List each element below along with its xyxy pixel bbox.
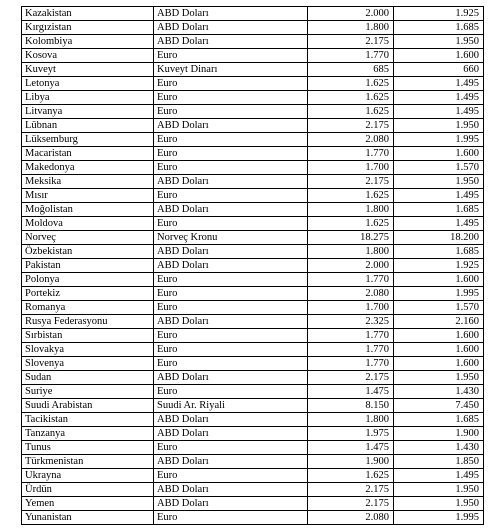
currency-cell: ABD Doları bbox=[154, 371, 308, 385]
country-cell: Sırbistan bbox=[22, 329, 154, 343]
currency-cell: ABD Doları bbox=[154, 315, 308, 329]
amount-1-cell: 1.800 bbox=[308, 413, 394, 427]
currency-cell: ABD Doları bbox=[154, 483, 308, 497]
table-row bbox=[22, 147, 484, 161]
currency-cell: Suudi Ar. Riyali bbox=[154, 399, 308, 413]
currency-cell: Euro bbox=[154, 287, 308, 301]
amount-2-cell: 2.160 bbox=[394, 315, 484, 329]
currency-cell: ABD Doları bbox=[154, 203, 308, 217]
country-cell: Makedonya bbox=[22, 161, 154, 175]
amount-2-cell: 1.495 bbox=[394, 189, 484, 203]
currency-cell: ABD Doları bbox=[154, 427, 308, 441]
amount-2-cell: 1.600 bbox=[394, 343, 484, 357]
amount-1-cell: 1.770 bbox=[308, 343, 394, 357]
amount-2-cell: 1.430 bbox=[394, 441, 484, 455]
country-cell: Kırgızistan bbox=[22, 21, 154, 35]
currency-cell: ABD Doları bbox=[154, 7, 308, 21]
currency-cell: Euro bbox=[154, 469, 308, 483]
amount-1-cell: 1.800 bbox=[308, 21, 394, 35]
amount-1-cell: 2.000 bbox=[308, 259, 394, 273]
country-cell: Kosova bbox=[22, 49, 154, 63]
currency-cell: ABD Doları bbox=[154, 497, 308, 511]
table-row bbox=[22, 315, 484, 329]
currency-cell: ABD Doları bbox=[154, 175, 308, 189]
amount-1-cell: 2.000 bbox=[308, 7, 394, 21]
currency-cell: ABD Doları bbox=[154, 35, 308, 49]
table-row bbox=[22, 469, 484, 483]
amount-1-cell: 2.175 bbox=[308, 119, 394, 133]
table-row bbox=[22, 483, 484, 497]
amount-2-cell: 1.600 bbox=[394, 357, 484, 371]
country-cell: Yunanistan bbox=[22, 511, 154, 525]
table-row bbox=[22, 497, 484, 511]
table-row bbox=[22, 287, 484, 301]
country-cell: Kuveyt bbox=[22, 63, 154, 77]
currency-cell: Euro bbox=[154, 357, 308, 371]
amount-2-cell: 18.200 bbox=[394, 231, 484, 245]
rates-table bbox=[21, 6, 484, 525]
currency-cell: ABD Doları bbox=[154, 119, 308, 133]
amount-1-cell: 1.625 bbox=[308, 105, 394, 119]
table-row bbox=[22, 133, 484, 147]
table-row bbox=[22, 231, 484, 245]
table-row bbox=[22, 385, 484, 399]
amount-2-cell: 1.495 bbox=[394, 105, 484, 119]
amount-2-cell: 1.995 bbox=[394, 287, 484, 301]
table-row bbox=[22, 217, 484, 231]
table-row bbox=[22, 371, 484, 385]
table-row bbox=[22, 399, 484, 413]
currency-cell: ABD Doları bbox=[154, 245, 308, 259]
amount-1-cell: 8.150 bbox=[308, 399, 394, 413]
currency-cell: Euro bbox=[154, 147, 308, 161]
table-row bbox=[22, 273, 484, 287]
country-cell: Slovakya bbox=[22, 343, 154, 357]
amount-1-cell: 1.700 bbox=[308, 161, 394, 175]
amount-2-cell: 1.600 bbox=[394, 273, 484, 287]
currency-cell: Euro bbox=[154, 385, 308, 399]
currency-cell: ABD Doları bbox=[154, 413, 308, 427]
country-cell: Ukrayna bbox=[22, 469, 154, 483]
amount-1-cell: 1.770 bbox=[308, 273, 394, 287]
amount-2-cell: 1.850 bbox=[394, 455, 484, 469]
currency-cell: Euro bbox=[154, 301, 308, 315]
table-row bbox=[22, 119, 484, 133]
currency-cell: ABD Doları bbox=[154, 259, 308, 273]
amount-1-cell: 2.080 bbox=[308, 511, 394, 525]
table-row bbox=[22, 77, 484, 91]
amount-1-cell: 2.080 bbox=[308, 133, 394, 147]
table-row bbox=[22, 105, 484, 119]
country-cell: Moldova bbox=[22, 217, 154, 231]
currency-cell: ABD Doları bbox=[154, 455, 308, 469]
amount-2-cell: 1.685 bbox=[394, 203, 484, 217]
amount-1-cell: 18.275 bbox=[308, 231, 394, 245]
currency-cell: Euro bbox=[154, 343, 308, 357]
country-cell: Suudi Arabistan bbox=[22, 399, 154, 413]
country-cell: Tacikistan bbox=[22, 413, 154, 427]
amount-2-cell: 1.950 bbox=[394, 175, 484, 189]
country-cell: Romanya bbox=[22, 301, 154, 315]
amount-2-cell: 1.950 bbox=[394, 119, 484, 133]
amount-2-cell: 1.995 bbox=[394, 511, 484, 525]
country-cell: Kolombiya bbox=[22, 35, 154, 49]
table-row bbox=[22, 245, 484, 259]
table-row bbox=[22, 427, 484, 441]
currency-cell: Euro bbox=[154, 133, 308, 147]
table-row bbox=[22, 63, 484, 77]
amount-1-cell: 1.475 bbox=[308, 385, 394, 399]
table-row bbox=[22, 357, 484, 371]
amount-2-cell: 1.925 bbox=[394, 259, 484, 273]
amount-2-cell: 1.950 bbox=[394, 497, 484, 511]
amount-1-cell: 1.625 bbox=[308, 77, 394, 91]
amount-1-cell: 1.625 bbox=[308, 91, 394, 105]
table-row bbox=[22, 35, 484, 49]
amount-1-cell: 1.900 bbox=[308, 455, 394, 469]
currency-cell: Euro bbox=[154, 441, 308, 455]
currency-cell: Euro bbox=[154, 189, 308, 203]
amount-1-cell: 2.175 bbox=[308, 497, 394, 511]
amount-2-cell: 1.950 bbox=[394, 35, 484, 49]
amount-2-cell: 1.925 bbox=[394, 7, 484, 21]
country-cell: Polonya bbox=[22, 273, 154, 287]
rates-table-body bbox=[22, 7, 484, 525]
table-row bbox=[22, 329, 484, 343]
table-row bbox=[22, 161, 484, 175]
table-row bbox=[22, 441, 484, 455]
amount-2-cell: 1.950 bbox=[394, 371, 484, 385]
table-row bbox=[22, 343, 484, 357]
currency-cell: Euro bbox=[154, 161, 308, 175]
currency-cell: Euro bbox=[154, 217, 308, 231]
amount-1-cell: 2.175 bbox=[308, 35, 394, 49]
country-cell: Mısır bbox=[22, 189, 154, 203]
country-cell: Yemen bbox=[22, 497, 154, 511]
amount-2-cell: 1.685 bbox=[394, 413, 484, 427]
amount-2-cell: 1.600 bbox=[394, 49, 484, 63]
amount-2-cell: 1.950 bbox=[394, 483, 484, 497]
amount-1-cell: 1.475 bbox=[308, 441, 394, 455]
country-cell: Libya bbox=[22, 91, 154, 105]
country-cell: Ürdün bbox=[22, 483, 154, 497]
country-cell: Tanzanya bbox=[22, 427, 154, 441]
country-cell: Norveç bbox=[22, 231, 154, 245]
currency-cell: Euro bbox=[154, 105, 308, 119]
amount-2-cell: 1.495 bbox=[394, 217, 484, 231]
amount-1-cell: 685 bbox=[308, 63, 394, 77]
amount-1-cell: 1.625 bbox=[308, 217, 394, 231]
country-cell: Suriye bbox=[22, 385, 154, 399]
amount-2-cell: 1.495 bbox=[394, 77, 484, 91]
country-cell: Sudan bbox=[22, 371, 154, 385]
amount-2-cell: 1.685 bbox=[394, 21, 484, 35]
amount-2-cell: 1.900 bbox=[394, 427, 484, 441]
country-cell: Rusya Federasyonu bbox=[22, 315, 154, 329]
table-row bbox=[22, 7, 484, 21]
amount-2-cell: 1.430 bbox=[394, 385, 484, 399]
amount-1-cell: 1.975 bbox=[308, 427, 394, 441]
country-cell: Pakistan bbox=[22, 259, 154, 273]
table-row bbox=[22, 91, 484, 105]
table-row bbox=[22, 175, 484, 189]
table-row bbox=[22, 259, 484, 273]
country-cell: Türkmenistan bbox=[22, 455, 154, 469]
amount-1-cell: 1.700 bbox=[308, 301, 394, 315]
country-cell: Kazakistan bbox=[22, 7, 154, 21]
currency-cell: Norveç Kronu bbox=[154, 231, 308, 245]
country-cell: Macaristan bbox=[22, 147, 154, 161]
amount-1-cell: 1.800 bbox=[308, 245, 394, 259]
currency-cell: ABD Doları bbox=[154, 21, 308, 35]
currency-cell: Euro bbox=[154, 273, 308, 287]
amount-1-cell: 1.770 bbox=[308, 357, 394, 371]
amount-1-cell: 2.175 bbox=[308, 483, 394, 497]
country-cell: Letonya bbox=[22, 77, 154, 91]
country-cell: Lüksemburg bbox=[22, 133, 154, 147]
amount-1-cell: 1.770 bbox=[308, 49, 394, 63]
country-cell: Tunus bbox=[22, 441, 154, 455]
table-row bbox=[22, 455, 484, 469]
amount-2-cell: 1.600 bbox=[394, 329, 484, 343]
table-row bbox=[22, 21, 484, 35]
currency-cell: Kuveyt Dinarı bbox=[154, 63, 308, 77]
country-cell: Litvanya bbox=[22, 105, 154, 119]
amount-2-cell: 1.495 bbox=[394, 469, 484, 483]
country-cell: Özbekistan bbox=[22, 245, 154, 259]
country-cell: Meksika bbox=[22, 175, 154, 189]
amount-1-cell: 1.800 bbox=[308, 203, 394, 217]
amount-2-cell: 1.570 bbox=[394, 301, 484, 315]
table-row bbox=[22, 203, 484, 217]
currency-cell: Euro bbox=[154, 91, 308, 105]
amount-1-cell: 2.175 bbox=[308, 175, 394, 189]
country-cell: Moğolistan bbox=[22, 203, 154, 217]
table-row bbox=[22, 301, 484, 315]
amount-2-cell: 660 bbox=[394, 63, 484, 77]
country-cell: Portekiz bbox=[22, 287, 154, 301]
amount-1-cell: 1.625 bbox=[308, 189, 394, 203]
country-cell: Lübnan bbox=[22, 119, 154, 133]
currency-cell: Euro bbox=[154, 329, 308, 343]
amount-2-cell: 1.995 bbox=[394, 133, 484, 147]
amount-1-cell: 1.625 bbox=[308, 469, 394, 483]
amount-2-cell: 1.570 bbox=[394, 161, 484, 175]
country-cell: Slovenya bbox=[22, 357, 154, 371]
currency-cell: Euro bbox=[154, 511, 308, 525]
amount-1-cell: 2.325 bbox=[308, 315, 394, 329]
currency-cell: Euro bbox=[154, 49, 308, 63]
amount-1-cell: 2.080 bbox=[308, 287, 394, 301]
table-row bbox=[22, 189, 484, 203]
amount-2-cell: 1.600 bbox=[394, 147, 484, 161]
amount-1-cell: 2.175 bbox=[308, 371, 394, 385]
table-row bbox=[22, 413, 484, 427]
amount-2-cell: 1.495 bbox=[394, 91, 484, 105]
amount-2-cell: 1.685 bbox=[394, 245, 484, 259]
amount-2-cell: 7.450 bbox=[394, 399, 484, 413]
table-row bbox=[22, 511, 484, 525]
currency-cell: Euro bbox=[154, 77, 308, 91]
amount-1-cell: 1.770 bbox=[308, 147, 394, 161]
table-row bbox=[22, 49, 484, 63]
amount-1-cell: 1.770 bbox=[308, 329, 394, 343]
